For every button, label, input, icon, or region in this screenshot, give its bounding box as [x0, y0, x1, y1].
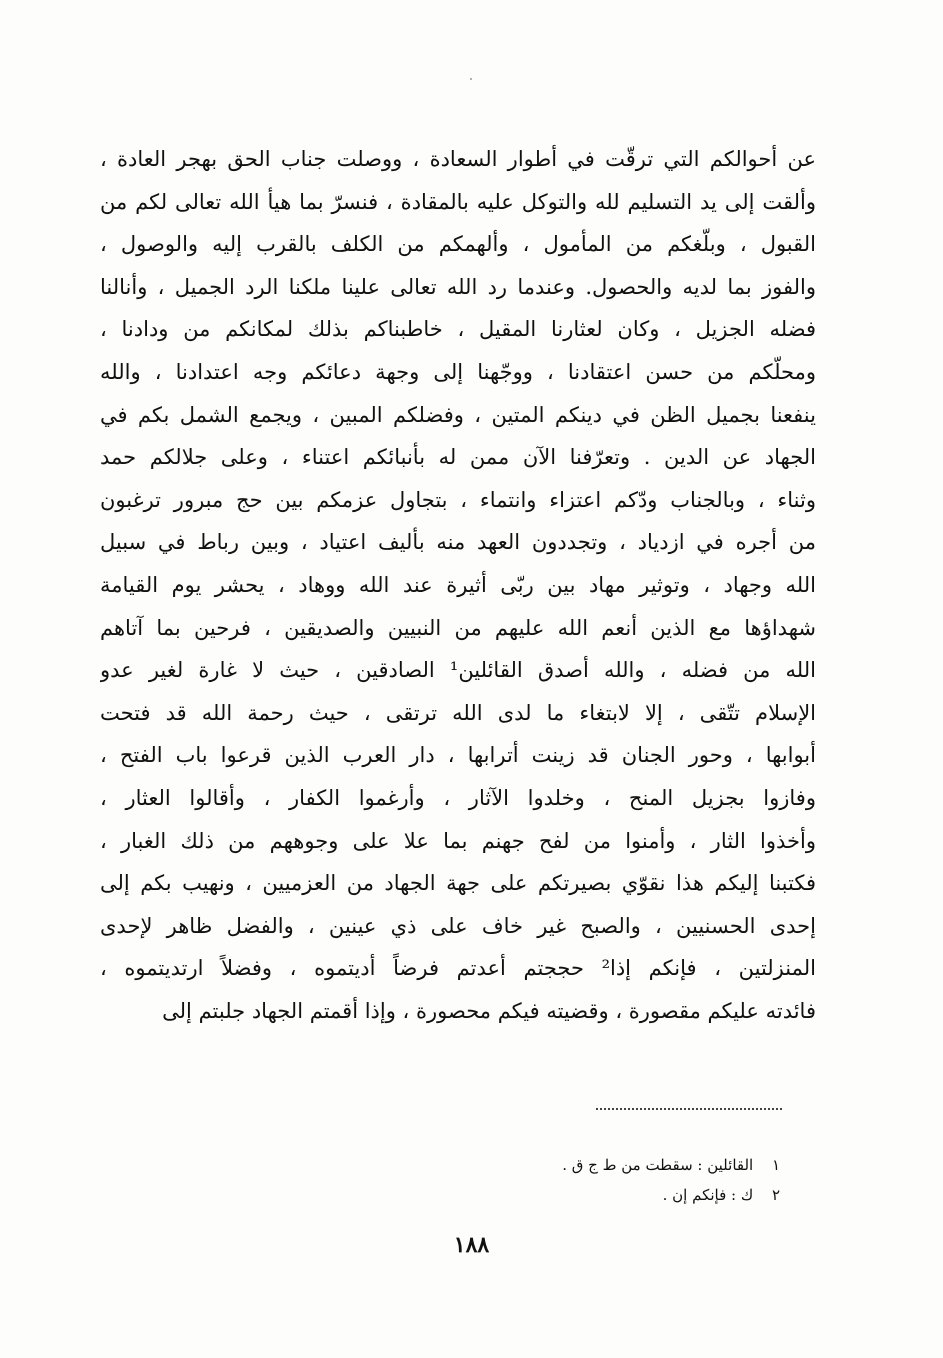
text-line-16: وفازوا بجزيل المنح ، وخلدوا الآثار ، وأرغموا الكفار ، وأقالوا العثار ،: [100, 785, 816, 810]
text-line-17: وأخذوا الثار ، وأمنوا من لفح جهنم بما علا على وجوههم من ذلك الغبار ،: [100, 828, 816, 853]
text-line-10: من أجره في ازدياد ، وتجددون العهد منه بأليف اعتياد ، وبين رباط في سبيل: [100, 530, 816, 555]
text-line-21: فائدته عليكم مقصورة ، وقضيته فيكم محصورة ، وإذا أقمتم الجهاد جلبتم إلى: [162, 998, 816, 1023]
page-number: ١٨٨: [453, 1232, 490, 1258]
footnote-2-number: ٢: [771, 1186, 780, 1204]
text-line-13: الله من فضله ، والله أصدق القائلين¹ الصادقين ، حيث لا غارة لغير عدو: [100, 658, 816, 683]
text-line-9: وثناء ، وبالجناب ودّكم اعتزاء وانتماء ، بتجاول عزمكم بين حج مبرور ترغبون: [100, 487, 816, 512]
text-line-12: شهداؤها مع الذين أنعم الله عليهم من النبيين والصديقين ، فرحين بما آتاهم: [100, 615, 816, 640]
text-line-18: فكتبنا إليكم هذا نقوّي بصيرتكم على جهة الجهاد من العزميين ، ونهيب بكم إلى: [100, 871, 816, 896]
footnote-2: [380, 1180, 780, 1210]
text-line-11: الله وجهاد ، وتوثير مهاد بين ربّى أثيرة عند الله ووهاد ، يحشر يوم القيامة: [100, 572, 816, 597]
text-line-7: ينفعنا بجميل الظن في دينكم المتين ، وفضلكم المبين ، ويجمع الشمل بكم في: [100, 402, 816, 427]
text-line-2: وألقت إلى يد التسليم لله والتوكل عليه بالمقادة ، فنسرّ بما هيأ الله تعالى لكم من: [100, 189, 816, 214]
footnote-1-number: ١: [771, 1156, 780, 1174]
text-line-4: والفوز بما لديه والحصول. وعندما رد الله تعالى علينا ملكنا الرد الجميل ، وأنالنا: [100, 274, 816, 299]
footnote-1: [380, 1150, 780, 1180]
text-line-6: ومحلّكم من حسن اعتقادنا ، ووجّهنا إلى وجهة دعائكم وجه اعتدادنا ، والله: [100, 359, 816, 384]
text-line-14: الإسلام تتّقى ، إلا لابتغاء ما لدى الله ترتقى ، حيث رحمة الله قد فتحت: [100, 700, 816, 725]
text-line-20: المنزلتين ، فإنكم إذا² حججتم أعدتم فرضاً أديتموه ، وفضلاً ارتديتموه ،: [100, 956, 816, 981]
text-line-5: فضله الجزيل ، وكان لعثارنا المقيل ، خاطبناكم بذلك لمكانكم من ودادنا ،: [100, 317, 816, 342]
page-dot-mark: [470, 78, 472, 80]
text-line-8: الجهاد عن الدين . وتعرّفنا الآن ممن له بأنبائكم اعتناء ، وعلى جلالكم حمد: [100, 445, 816, 470]
text-line-19: إحدى الحسنيين ، والصبح غير خاف على ذي عينين ، والفضل ظاهر لإحدى: [100, 913, 816, 938]
body-text: [100, 138, 816, 1032]
text-line-3: القبول ، وبلّغكم من المأمول ، وألهمكم من الكلف بالقرب إليه والوصول ،: [100, 232, 816, 257]
footnote-1-text: القائلين : سقطت من ط ج ق .: [562, 1156, 754, 1174]
text-line-15: أبوابها ، وحور الجنان قد زينت أترابها ، دار العرب الذين قرعوا باب الفتح ،: [100, 743, 816, 768]
footnote-2-text: ك : فإنكم إن .: [662, 1186, 754, 1204]
text-line-1: عن أحوالكم التي ترقّت في أطوار السعادة ، ووصلت جناب الحق بهجر العادة ،: [100, 147, 816, 171]
footnotes: [380, 1150, 780, 1210]
footnote-divider: [596, 1108, 782, 1110]
